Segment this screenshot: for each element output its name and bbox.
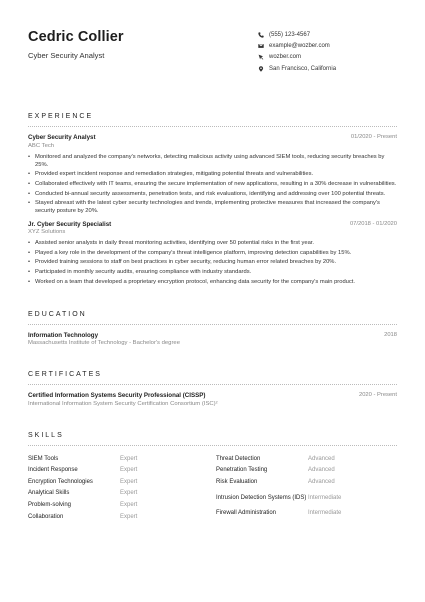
skill-name: Firewall Administration — [216, 510, 277, 517]
certificate-dates: 2020 - Present — [358, 392, 397, 399]
job-bullet: • Conducted bi-annual security assessments, penetration tests, and risk evaluations, identifying and addressing over 100 potential threats. — [28, 190, 397, 198]
job-bullet: • Worked on a team that developed a proprietary encryption protocol, enhancing data security for the company's main product. — [28, 278, 397, 286]
certificate-name: Certified Information Systems Security Professional (CISSP) — [28, 392, 206, 400]
skill-level: Expert — [120, 478, 138, 485]
job-company: XYZ Solutions — [28, 229, 66, 236]
candidate-name: Cedric Collier — [28, 29, 124, 45]
skill-name: Risk Evaluation — [216, 478, 258, 485]
skill-level: Intermediate — [308, 510, 342, 517]
skill-name: Collaboration — [28, 513, 64, 520]
skill-level: Advanced — [308, 478, 335, 485]
skill-level: Advanced — [308, 455, 335, 462]
job-bullet: • Provided training sessions to staff on best practices in cyber security, reducing human error related breaches by 20%. — [28, 258, 397, 266]
certificates-heading: CERTIFICATES — [28, 371, 102, 379]
skill-name: Incident Response — [28, 467, 78, 474]
skill-item — [28, 499, 216, 511]
skill-level: Expert — [120, 467, 138, 474]
graduation-year: 2018 — [384, 331, 397, 338]
job-role: Cyber Security Analyst — [28, 134, 96, 141]
job-entry — [28, 221, 397, 286]
section-divider — [28, 126, 397, 127]
skills-section — [28, 432, 397, 523]
skills-column-left — [28, 453, 216, 523]
education-section — [28, 311, 397, 347]
education-heading: EDUCATION — [28, 310, 87, 318]
section-divider — [28, 445, 397, 446]
job-bullet: • Participated in monthly security audits, ensuring compliance with industry standards. — [28, 268, 397, 276]
job-bullet: • Played a key role in the development of the company's threat intelligence platform, improving detection capabilities by 15%. — [28, 249, 397, 257]
resume-header — [28, 29, 397, 107]
skill-level: Expert — [120, 502, 138, 509]
certificates-section — [28, 371, 397, 407]
skill-item — [216, 453, 397, 465]
skill-level: Advanced — [308, 467, 335, 474]
skill-item — [28, 476, 216, 488]
job-role: Jr. Cyber Security Specialist — [28, 220, 112, 228]
candidate-title: Cyber Security Analyst — [28, 51, 105, 60]
skill-item — [216, 488, 397, 508]
job-dates: 01/2020 - Present — [350, 134, 397, 140]
job-dates: 07/2018 - 01/2020 — [349, 220, 397, 227]
experience-section — [28, 113, 397, 286]
job-bullet: • Assisted senior analysts in daily threat monitoring activities, identifying over 50 potential risks in the first year. — [28, 239, 397, 247]
contact-email[interactable] — [256, 40, 336, 51]
job-entry — [28, 134, 397, 216]
skill-item — [216, 476, 397, 488]
skill-level: Expert — [120, 513, 138, 520]
skill-level: Expert — [120, 455, 138, 462]
experience-heading: EXPERIENCE — [28, 113, 94, 120]
section-divider — [28, 324, 397, 325]
skill-item — [216, 508, 397, 520]
job-company: ABC Tech — [28, 142, 55, 149]
contact-website[interactable] — [256, 52, 336, 63]
location-icon — [256, 66, 266, 72]
skill-name: Penetration Testing — [216, 467, 268, 474]
email-icon — [256, 43, 266, 49]
job-bullets — [28, 153, 397, 216]
skill-name: Intrusion Detection Systems (IDS) — [216, 494, 307, 501]
job-bullet: • Stayed abreast with the latest cyber security technologies and trends, implementing protective measures that increased the company's security posture by 20%. — [28, 199, 397, 215]
contact-location-text: San Francisco, California — [269, 65, 337, 72]
skills-column-right — [216, 453, 397, 523]
skill-name: Analytical Skills — [28, 490, 70, 497]
degree: Information Technology — [28, 331, 99, 339]
job-bullet: • Provided expert incident response and remediation strategies, mitigating potential threats and vulnerabilities. — [28, 170, 397, 178]
link-icon — [256, 54, 266, 60]
certificate-issuer: International Information System Security Certification Consortium (ISC)² — [28, 400, 218, 407]
skill-item — [28, 511, 216, 523]
skills-grid — [28, 453, 397, 523]
contact-phone-text: (555) 123-4567 — [269, 31, 311, 38]
certificate-entry — [28, 392, 397, 407]
section-divider — [28, 384, 397, 385]
skill-item — [216, 464, 397, 476]
job-bullet: • Monitored and analyzed the company's networks, detecting malicious activity using advanced SIEM tools, reducing security breaches by 25%. — [28, 153, 397, 169]
skill-item — [28, 464, 216, 476]
contact-location — [256, 63, 336, 74]
education-entry — [28, 332, 397, 347]
job-bullets — [28, 239, 397, 286]
contact-email-text: example@wozber.com — [269, 42, 330, 49]
skill-level: Expert — [120, 490, 138, 497]
contact-website-text: wozber.com — [269, 54, 302, 61]
skill-item — [28, 453, 216, 465]
job-bullet: • Collaborated effectively with IT teams, ensuring the secure implementation of new applications, resulting in a 30% decrease in vulnerabilities. — [28, 180, 397, 188]
skill-name: SIEM Tools — [28, 455, 59, 462]
skills-heading: SKILLS — [28, 431, 64, 439]
school: Massachusetts Institute of Technology - Bachelor's degree — [28, 340, 180, 347]
phone-icon — [256, 32, 266, 38]
skill-name: Threat Detection — [216, 455, 261, 462]
contact-list — [256, 29, 336, 74]
contact-phone — [256, 29, 336, 40]
skill-level: Intermediate — [308, 494, 342, 501]
skill-name: Encryption Technologies — [28, 478, 93, 485]
skill-name: Problem-solving — [28, 502, 72, 509]
skill-item — [28, 488, 216, 500]
